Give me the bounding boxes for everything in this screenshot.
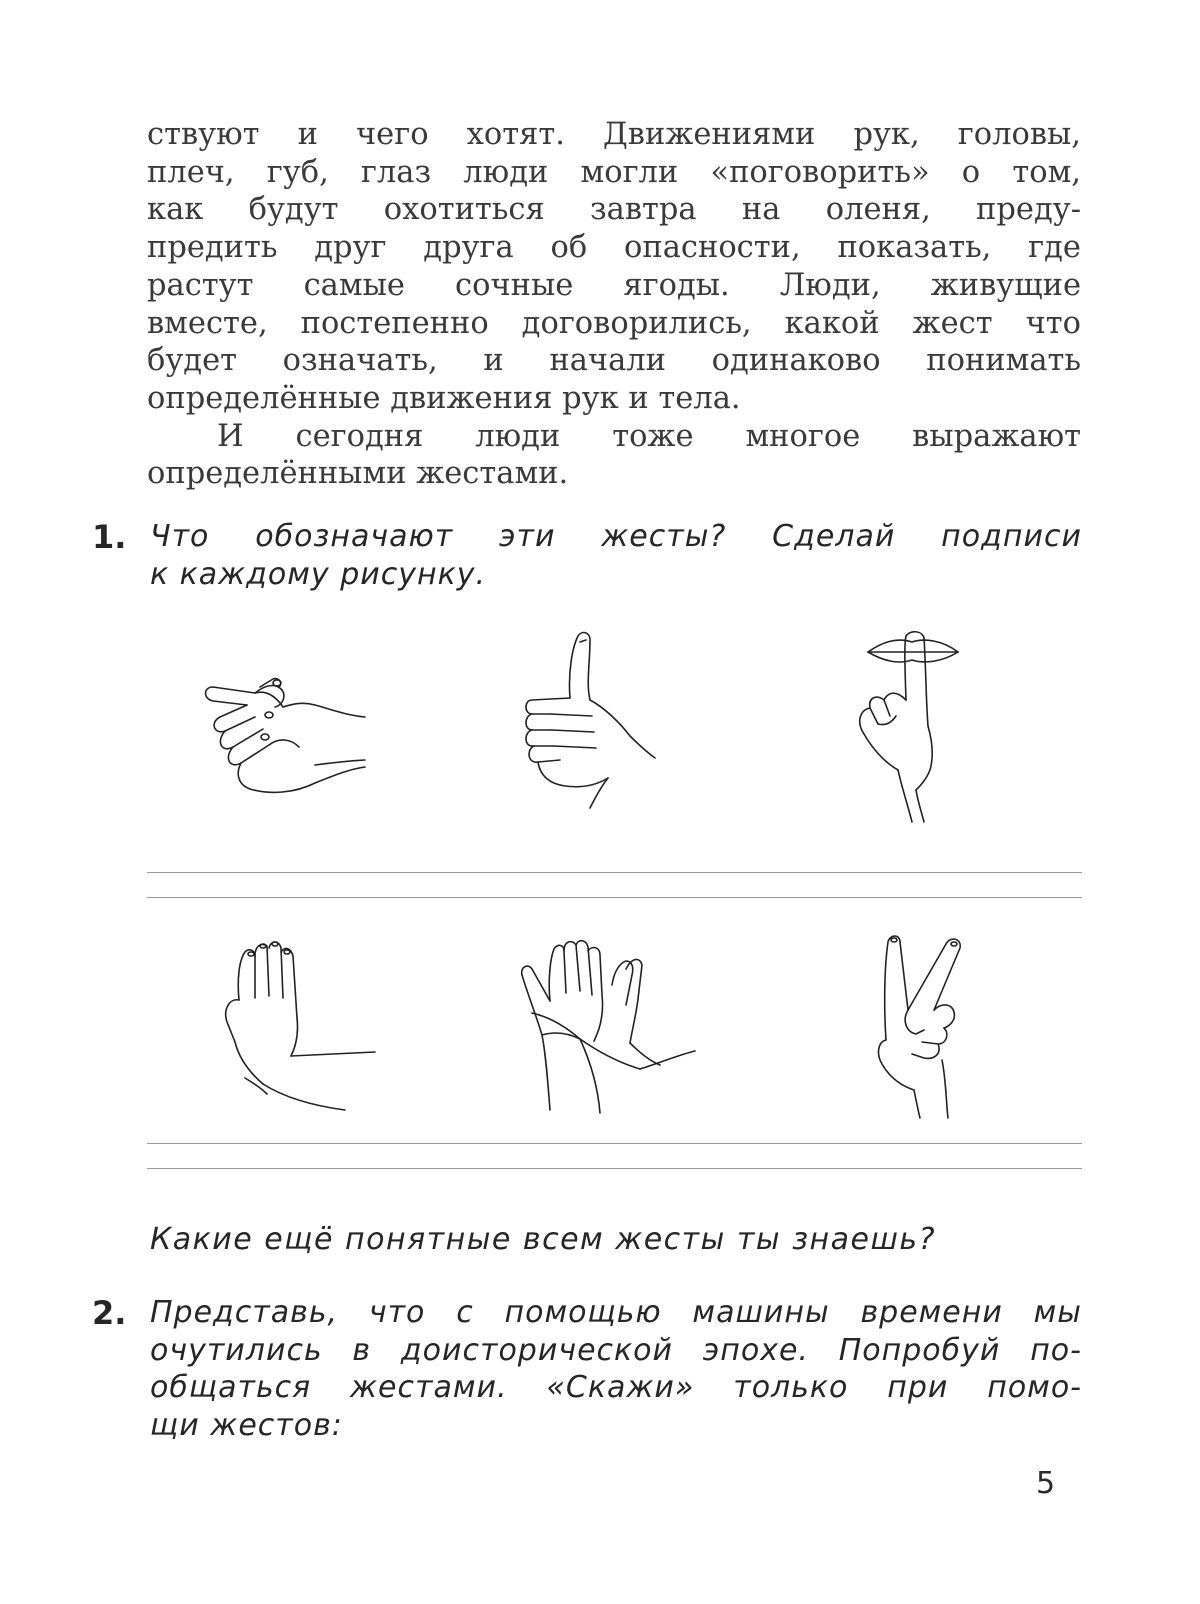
question-text: Какие ещё понятные всем жесты ты знаешь?: [150, 1222, 937, 1257]
clapping-hands-icon: [520, 935, 700, 1115]
answer-line[interactable]: [147, 1143, 1082, 1144]
victory-sign-icon: [862, 930, 977, 1120]
body-paragraph: [147, 116, 1081, 493]
body-line: растут самые сочные ягоды. Люди, живущие: [147, 267, 1081, 303]
body-line: вместе, постепенно договорились, какой жест что: [147, 305, 1081, 341]
answer-line[interactable]: [147, 872, 1082, 873]
task-line: очутились в доисторической эпохе. Попробуй по-: [150, 1332, 1082, 1368]
task-line: Что обозначают эти жесты? Сделай подписи: [150, 519, 1082, 554]
body-line: плеч, губ, глаз люди могли «поговорить» о том,: [147, 154, 1081, 190]
answer-line[interactable]: [147, 1168, 1082, 1169]
body-line: будет означать, и начали одинаково понимать: [147, 343, 1081, 379]
beckoning-hand-icon: [195, 665, 370, 805]
task-line: к каждому рисунку.: [150, 556, 487, 592]
body-line: И сегодня люди тоже многое выражают: [217, 418, 1081, 454]
task-1-text: [150, 518, 1082, 593]
thumbs-up-icon: [520, 628, 660, 813]
body-line: как будут охотиться завтра на оленя, преду-: [147, 192, 1081, 228]
task-line: щи жестов:: [150, 1407, 343, 1443]
task-2: [92, 1294, 1082, 1444]
body-line: ствуют и чего хотят. Движениями рук, головы,: [147, 117, 1081, 152]
stop-palm-icon: [215, 938, 380, 1113]
task-2-text: [150, 1294, 1082, 1444]
task-number: 1.: [92, 518, 127, 556]
answer-line[interactable]: [147, 897, 1082, 898]
page-number: 5: [1036, 1466, 1056, 1501]
task-line: Представь, что с помощью машины времени мы: [150, 1295, 1082, 1330]
finger-on-lips-icon: [850, 630, 975, 825]
body-line: определёнными жестами.: [147, 456, 569, 492]
task-line: общаться жестами. «Скажи» только при помо-: [150, 1370, 1082, 1405]
task-number: 2.: [92, 1294, 127, 1332]
body-line: предить друг друга об опасности, показать, где: [147, 230, 1081, 266]
body-line: определённые движения рук и тела.: [147, 380, 741, 416]
task-1: [92, 518, 1082, 593]
